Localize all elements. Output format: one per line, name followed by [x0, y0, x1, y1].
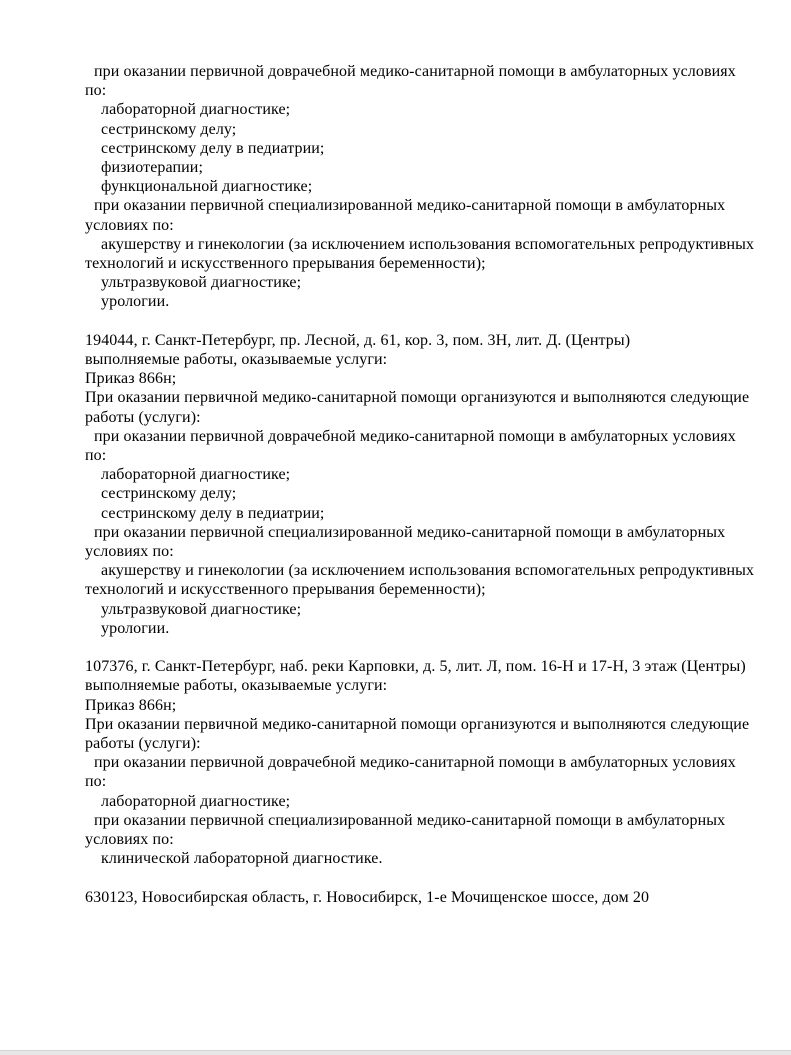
text-line: лабораторной диагностике; — [101, 792, 291, 810]
address-lesnoy-block — [0, 331, 791, 638]
text-line: лабораторной диагностике; — [101, 466, 291, 484]
text-line: ультразвуковой диагностике; — [101, 600, 302, 618]
text-line: по: — [85, 447, 107, 465]
text-line: При оказании первичной медико-санитарной помощи организуются и выполняются следующие — [85, 389, 750, 407]
text-line: работы (услуги): — [85, 735, 201, 753]
text-line: при оказании первичной специализированной медико-санитарной помощи в амбулаторных — [94, 811, 726, 829]
text-line: при оказании первичной доврачебной медико-санитарной помощи в амбулаторных условиях — [94, 427, 736, 445]
text-line: 194044, г. Санкт-Петербург, пр. Лесной, д. 61, кор. 3, пом. 3Н, лит. Д. (Центры) — [85, 331, 631, 349]
address-novosibirsk-block — [0, 888, 791, 907]
text-line: условиях по: — [85, 216, 174, 234]
horizontal-scrollbar-track[interactable] — [0, 1050, 791, 1055]
text-line: При оказании первичной медико-санитарной помощи организуются и выполняются следующие — [85, 715, 750, 733]
text-line: условиях по: — [85, 831, 174, 849]
text-line: Приказ 866н; — [85, 370, 177, 388]
text-line: технологий и искусственного прерывания беременности); — [85, 255, 486, 273]
text-line: при оказании первичной специализированной медико-санитарной помощи в амбулаторных — [94, 523, 726, 541]
text-line: урологии. — [101, 619, 170, 637]
text-line: при оказании первичной доврачебной медико-санитарной помощи в амбулаторных условиях — [94, 63, 736, 80]
text-line: по: — [85, 82, 107, 100]
text-line: Приказ 866н; — [85, 696, 177, 714]
text-line: акушерству и гинекологии (за исключением использования вспомогательных репродуктивных — [101, 235, 755, 253]
address-karpovka-block — [0, 657, 791, 868]
text-line: работы (услуги): — [85, 408, 201, 426]
text-line: сестринскому делу в педиатрии; — [101, 139, 325, 157]
text-line: сестринскому делу; — [101, 485, 237, 503]
text-line: 630123, Новосибирская область, г. Новосибирск, 1-е Мочищенское шоссе, дом 20 — [85, 888, 650, 906]
text-line: выполняемые работы, оказываемые услуги: — [85, 677, 388, 695]
text-line: сестринскому делу; — [101, 120, 237, 138]
text-line: урологии. — [101, 293, 170, 311]
text-line: лабораторной диагностике; — [101, 101, 291, 119]
text-line: технологий и искусственного прерывания беременности); — [85, 581, 486, 599]
text-line: при оказании первичной специализированной медико-санитарной помощи в амбулаторных — [94, 197, 726, 215]
text-line: ультразвуковой диагностике; — [101, 274, 302, 292]
text-line: сестринскому делу в педиатрии; — [101, 504, 325, 522]
text-line: по: — [85, 773, 107, 791]
text-line: клинической лабораторной диагностике. — [101, 850, 383, 868]
text-line: при оказании первичной доврачебной медико-санитарной помощи в амбулаторных условиях — [94, 754, 736, 772]
text-line: условиях по: — [85, 543, 174, 561]
text-line: выполняемые работы, оказываемые услуги: — [85, 351, 388, 369]
text-line: физиотерапии; — [101, 159, 204, 177]
text-line: 107376, г. Санкт-Петербург, наб. реки Карповки, д. 5, лит. Л, пом. 16-Н и 17-Н, 3 этаж (Центры) — [85, 658, 746, 676]
text-line: функциональной диагностике; — [101, 178, 313, 196]
text-line: акушерству и гинекологии (за исключением использования вспомогательных репродуктивных — [101, 562, 755, 580]
license-works-continuation-block — [0, 62, 791, 312]
